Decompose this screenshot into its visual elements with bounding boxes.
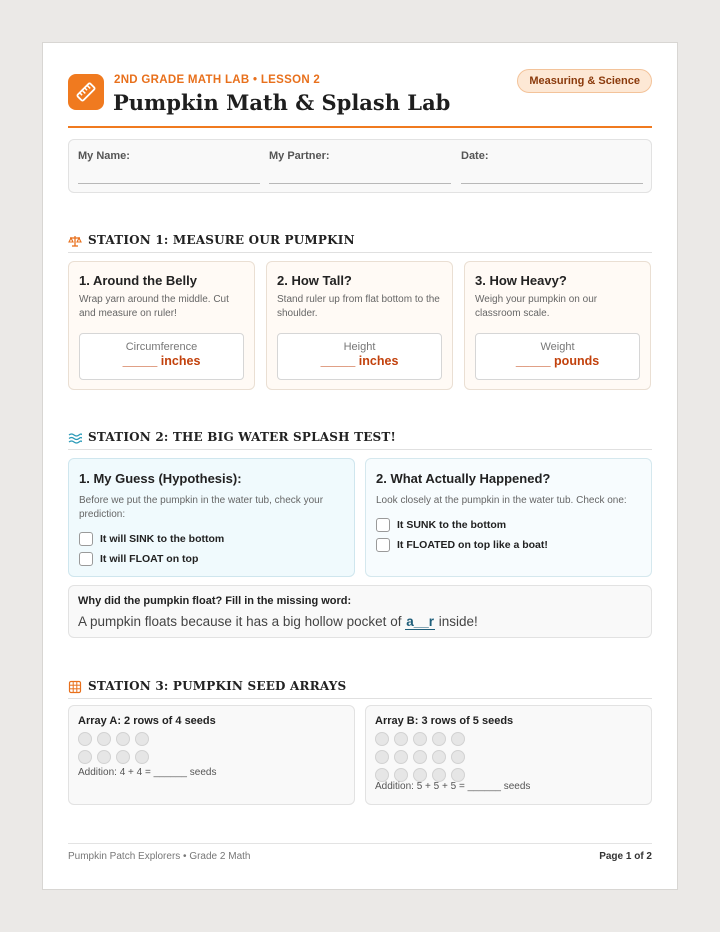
answer-caption: Weight bbox=[540, 341, 575, 353]
pumpkin-seed bbox=[394, 768, 408, 782]
pumpkin-seed bbox=[413, 768, 427, 782]
pumpkin-seed bbox=[135, 750, 149, 764]
date-field[interactable] bbox=[461, 150, 643, 184]
page-title: Pumpkin Math & Splash Lab bbox=[113, 90, 451, 115]
water-waves-icon bbox=[68, 431, 82, 445]
option-label: It FLOATED on top like a boat! bbox=[397, 539, 548, 551]
array-card-b bbox=[365, 705, 652, 805]
pumpkin-seed bbox=[451, 768, 465, 782]
pumpkin-seed bbox=[116, 750, 130, 764]
checkbox[interactable] bbox=[79, 532, 93, 546]
height-answer-box[interactable] bbox=[277, 333, 442, 380]
array-addition: Addition: 5 + 5 + 5 = ______ seeds bbox=[375, 781, 531, 792]
pumpkin-seed bbox=[375, 732, 389, 746]
checkbox[interactable] bbox=[376, 518, 390, 532]
answer-blank: _____ inches bbox=[320, 354, 399, 368]
answer-caption: Circumference bbox=[125, 341, 198, 353]
pumpkin-seed bbox=[451, 750, 465, 764]
circumference-answer-box[interactable] bbox=[79, 333, 244, 380]
page-number: Page 1 of 2 bbox=[599, 851, 652, 862]
card-desc: Wrap yarn around the middle. Cut and measure on ruler! bbox=[79, 294, 229, 319]
measure-card-belly bbox=[68, 261, 255, 390]
card-title: 2. How Tall? bbox=[277, 273, 352, 288]
pumpkin-seed bbox=[375, 768, 389, 782]
partner-label: My Partner: bbox=[269, 150, 330, 162]
guess-sink-option[interactable] bbox=[79, 532, 224, 546]
pumpkin-seed bbox=[394, 750, 408, 764]
measure-card-height bbox=[266, 261, 453, 390]
station3-title: STATION 3: PUMPKIN SEED ARRAYS bbox=[88, 679, 347, 693]
card-title: 2. What Actually Happened? bbox=[376, 471, 551, 486]
fill-in-box bbox=[68, 585, 652, 638]
array-addition: Addition: 4 + 4 = ______ seeds bbox=[78, 767, 217, 778]
pumpkin-seed bbox=[116, 732, 130, 746]
fill-in-question: Why did the pumpkin float? Fill in the missing word: bbox=[78, 595, 352, 607]
station2-title: STATION 2: THE BIG WATER SPLASH TEST! bbox=[88, 430, 397, 444]
partner-line bbox=[269, 183, 451, 184]
card-title: 1. My Guess (Hypothesis): bbox=[79, 471, 242, 486]
pumpkin-seed bbox=[432, 732, 446, 746]
card-desc: Weigh your pumpkin on our classroom scale. bbox=[475, 294, 598, 319]
card-title: 1. Around the Belly bbox=[79, 273, 197, 288]
weight-answer-box[interactable] bbox=[475, 333, 640, 380]
station1-title: STATION 1: MEASURE OUR PUMPKIN bbox=[88, 233, 355, 247]
pumpkin-seed bbox=[78, 750, 92, 764]
ruler-icon bbox=[68, 74, 104, 110]
station1-heading bbox=[68, 233, 652, 253]
name-field[interactable] bbox=[78, 150, 260, 184]
hypothesis-card bbox=[68, 458, 355, 577]
pumpkin-seed bbox=[432, 768, 446, 782]
scale-icon bbox=[68, 234, 82, 248]
name-label: My Name: bbox=[78, 150, 130, 162]
pumpkin-seed bbox=[394, 732, 408, 746]
lesson-kicker: 2ND GRADE MATH LAB • LESSON 2 bbox=[114, 74, 321, 86]
pumpkin-seed bbox=[413, 732, 427, 746]
answer-caption: Height bbox=[343, 341, 376, 353]
answer-blank: _____ pounds bbox=[515, 354, 600, 368]
footer-series: Pumpkin Patch Explorers • Grade 2 Math bbox=[68, 851, 251, 862]
array-card-a bbox=[68, 705, 355, 805]
array-title: Array A: 2 rows of 4 seeds bbox=[78, 715, 216, 727]
card-desc: Before we put the pumpkin in the water tub, check your prediction: bbox=[79, 495, 324, 520]
partner-field[interactable] bbox=[269, 150, 451, 184]
date-label: Date: bbox=[461, 150, 489, 162]
fill-in-sentence bbox=[78, 614, 478, 629]
worksheet-page bbox=[42, 42, 678, 890]
result-sunk-option[interactable] bbox=[376, 518, 506, 532]
result-floated-option[interactable] bbox=[376, 538, 548, 552]
grid-icon bbox=[68, 680, 82, 694]
station3-heading bbox=[68, 679, 652, 699]
result-card bbox=[365, 458, 652, 577]
seed-array-a bbox=[78, 732, 149, 764]
station2-heading bbox=[68, 430, 652, 450]
pumpkin-seed bbox=[78, 732, 92, 746]
seed-array-b bbox=[375, 732, 465, 782]
card-desc: Look closely at the pumpkin in the water tub. Check one: bbox=[376, 495, 627, 506]
header-divider bbox=[68, 126, 652, 128]
pumpkin-seed bbox=[135, 732, 149, 746]
array-title: Array B: 3 rows of 5 seeds bbox=[375, 715, 514, 727]
card-title: 3. How Heavy? bbox=[475, 273, 567, 288]
name-line bbox=[78, 183, 260, 184]
sentence-start: A pumpkin floats because it has a big hollow pocket of bbox=[78, 614, 406, 629]
sentence-end: inside! bbox=[434, 614, 478, 629]
pumpkin-seed bbox=[451, 732, 465, 746]
pumpkin-seed bbox=[432, 750, 446, 764]
pumpkin-seed bbox=[413, 750, 427, 764]
answer-blank: _____ inches bbox=[122, 354, 201, 368]
footer-divider bbox=[68, 843, 652, 844]
guess-float-option[interactable] bbox=[79, 552, 198, 566]
option-label: It will FLOAT on top bbox=[100, 553, 199, 565]
student-info-box bbox=[68, 139, 652, 193]
checkbox[interactable] bbox=[376, 538, 390, 552]
checkbox[interactable] bbox=[79, 552, 93, 566]
pumpkin-seed bbox=[97, 750, 111, 764]
missing-word-blank[interactable]: a__r bbox=[406, 614, 434, 629]
option-label: It SUNK to the bottom bbox=[397, 519, 507, 531]
card-desc: Stand ruler up from flat bottom to the shoulder. bbox=[277, 294, 440, 319]
pumpkin-seed bbox=[97, 732, 111, 746]
date-line bbox=[461, 183, 643, 184]
measure-card-weight bbox=[464, 261, 651, 390]
option-label: It will SINK to the bottom bbox=[100, 533, 225, 545]
topic-badge: Measuring & Science bbox=[517, 69, 652, 93]
pumpkin-seed bbox=[375, 750, 389, 764]
